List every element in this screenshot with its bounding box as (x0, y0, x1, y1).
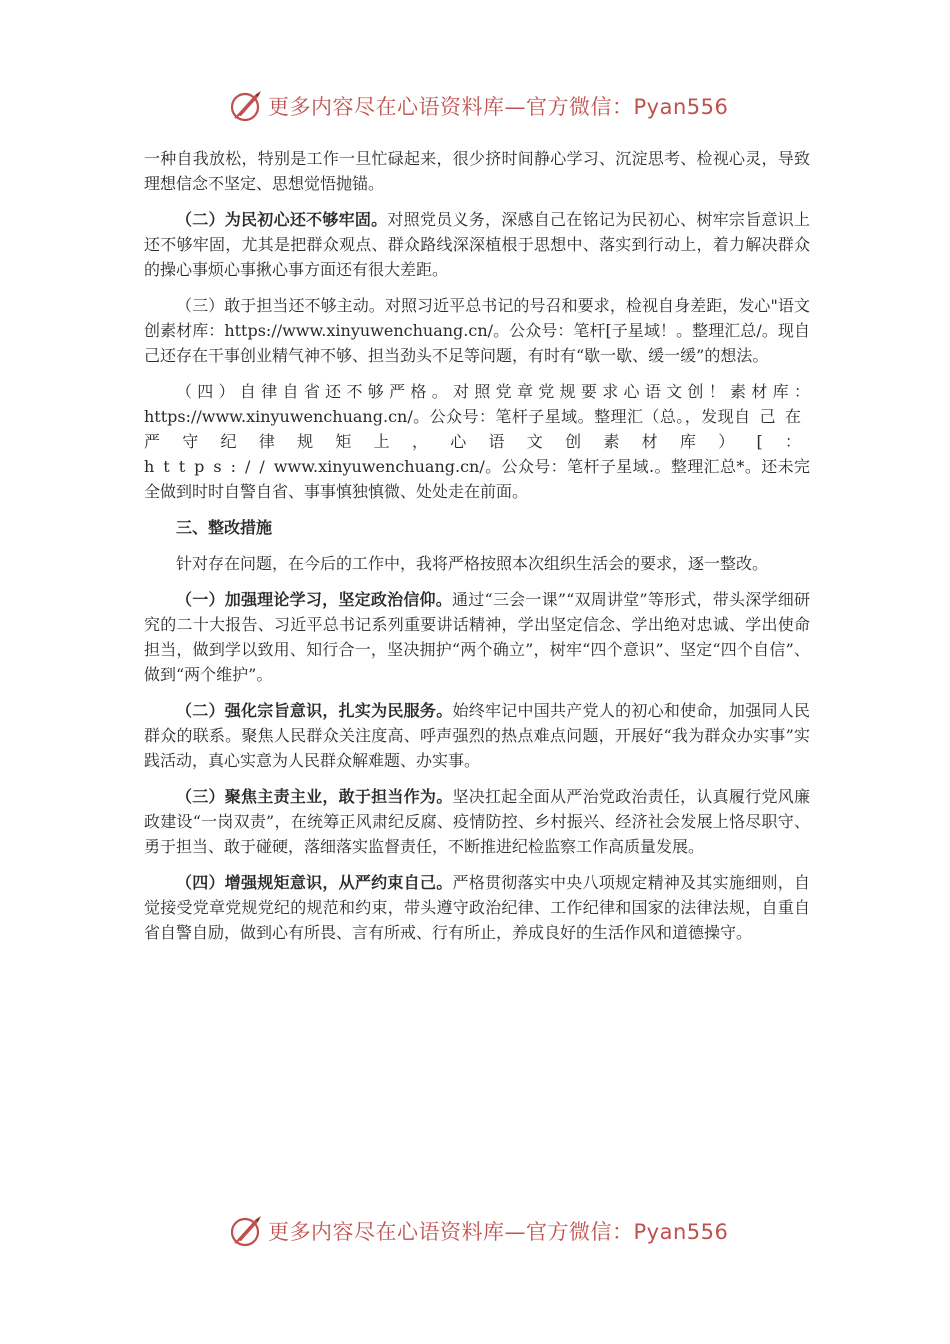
paragraph-intro: 针对存在问题，在今后的工作中，我将严格按照本次组织生活会的要求，逐一整改。 (176, 554, 769, 573)
paragraph-measure-2: （二）强化宗旨意识，扎实为民服务。始终牢记中国共产党人的初心和使命，加强同人民群众的联系。聚焦人民群众关注度高、呼声强烈的热点难点问题，开展好“我为群众办实事”实践活动，真心实意为人民群众解难题、办实事。 (144, 701, 810, 770)
document-body (144, 146, 810, 956)
paragraph-problem-3: （三）敢于担当还不够主动。对照习近平总书记的号召和要求，检视自身差距，发心"语文创素材库：https://www.xinyuwenchuang.cn/。公众号：笔杆[子星域！。整理汇总/。现自己还存在干事创业精气神不够、担当劲头不足等问题，有时有“歇一歇、缓一缓”的想法。 (144, 296, 810, 365)
paragraph-continuation: 一种自我放松，特别是工作一旦忙碌起来，很少挤时间静心学习、沉淀思考、检视心灵，导致理想信念不坚定、思想觉悟抛锚。 (144, 149, 810, 193)
header-banner (228, 86, 728, 126)
paragraph-measure-1: （一）加强理论学习，坚定政治信仰。通过“三会一课”“双周讲堂”等形式，带头深学细研究的二十大报告、习近平总书记系列重要讲话精神，学出坚定信念、学出绝对忠诚、学出使命担当，做到学以致用、知行合一，坚决拥护“两个确立”，树牢“四个意识”、坚定“四个自信”、做到“两个维护”。 (144, 590, 810, 684)
paragraph-lead: （一）加强理论学习，坚定政治信仰。 (176, 590, 453, 609)
quill-pen-logo-icon (228, 88, 264, 124)
paragraph-lead: （四）增强规矩意识，从严约束自己。 (176, 873, 453, 892)
footer-banner (228, 1211, 728, 1251)
paragraph-lead: （二）强化宗旨意识，扎实为民服务。 (176, 701, 453, 720)
paragraph-measure-4: （四）增强规矩意识，从严约束自己。严格贯彻落实中央八项规定精神及其实施细则，自觉接受党章党规党纪的规范和约束，带头遵守政治纪律、工作纪律和国家的法律法规，自重自省自警自励，做到心有所畏、言有所戒、行有所止，养成良好的生活作风和道德操守。 (144, 873, 810, 942)
quill-pen-logo-icon (228, 1213, 264, 1249)
paragraph-problem-4: （四）自律自省还不够严格。对照党章党规要求心语文创！素材库：https://www.xinyuwenchuang.cn/。公众号：笔杆子星域。整理汇（总。，发现自己在严守纪律规矩上，心语文创素材库）[：https://www.xinyuwenchuang.cn/。公众号：笔杆子星域.。整理汇总*。还未完全做到时时自警自省、事事慎独慎微、处处走在前面。 (144, 382, 810, 501)
paragraph-problem-2: （二）为民初心还不够牢固。对照党员义务，深感自己在铭记为民初心、树牢宗旨意识上还不够牢固，尤其是把群众观点、群众路线深深植根于思想中、落实到行动上，着力解决群众的操心事烦心事揪心事方面还有很大差距。 (144, 210, 810, 279)
section-heading: 三、整改措施 (176, 518, 273, 537)
paragraph-measure-3: （三）聚焦主责主业，敢于担当作为。坚决扛起全面从严治党政治责任，认真履行党风廉政建设“一岗双责”，在统筹正风肃纪反腐、疫情防控、乡村振兴、经济社会发展上恪尽职守、勇于担当、敢于碰硬，落细落实监督责任，不断推进纪检监察工作高质量发展。 (144, 787, 810, 856)
paragraph-lead: （二）为民初心还不够牢固。 (176, 210, 388, 229)
paragraph-lead: （三）聚焦主责主业，敢于担当作为。 (176, 787, 453, 806)
footer-banner-text: 更多内容尽在心语资料库—官方微信：Pyan556 (268, 1220, 729, 1244)
header-banner-text: 更多内容尽在心语资料库—官方微信：Pyan556 (268, 95, 729, 119)
